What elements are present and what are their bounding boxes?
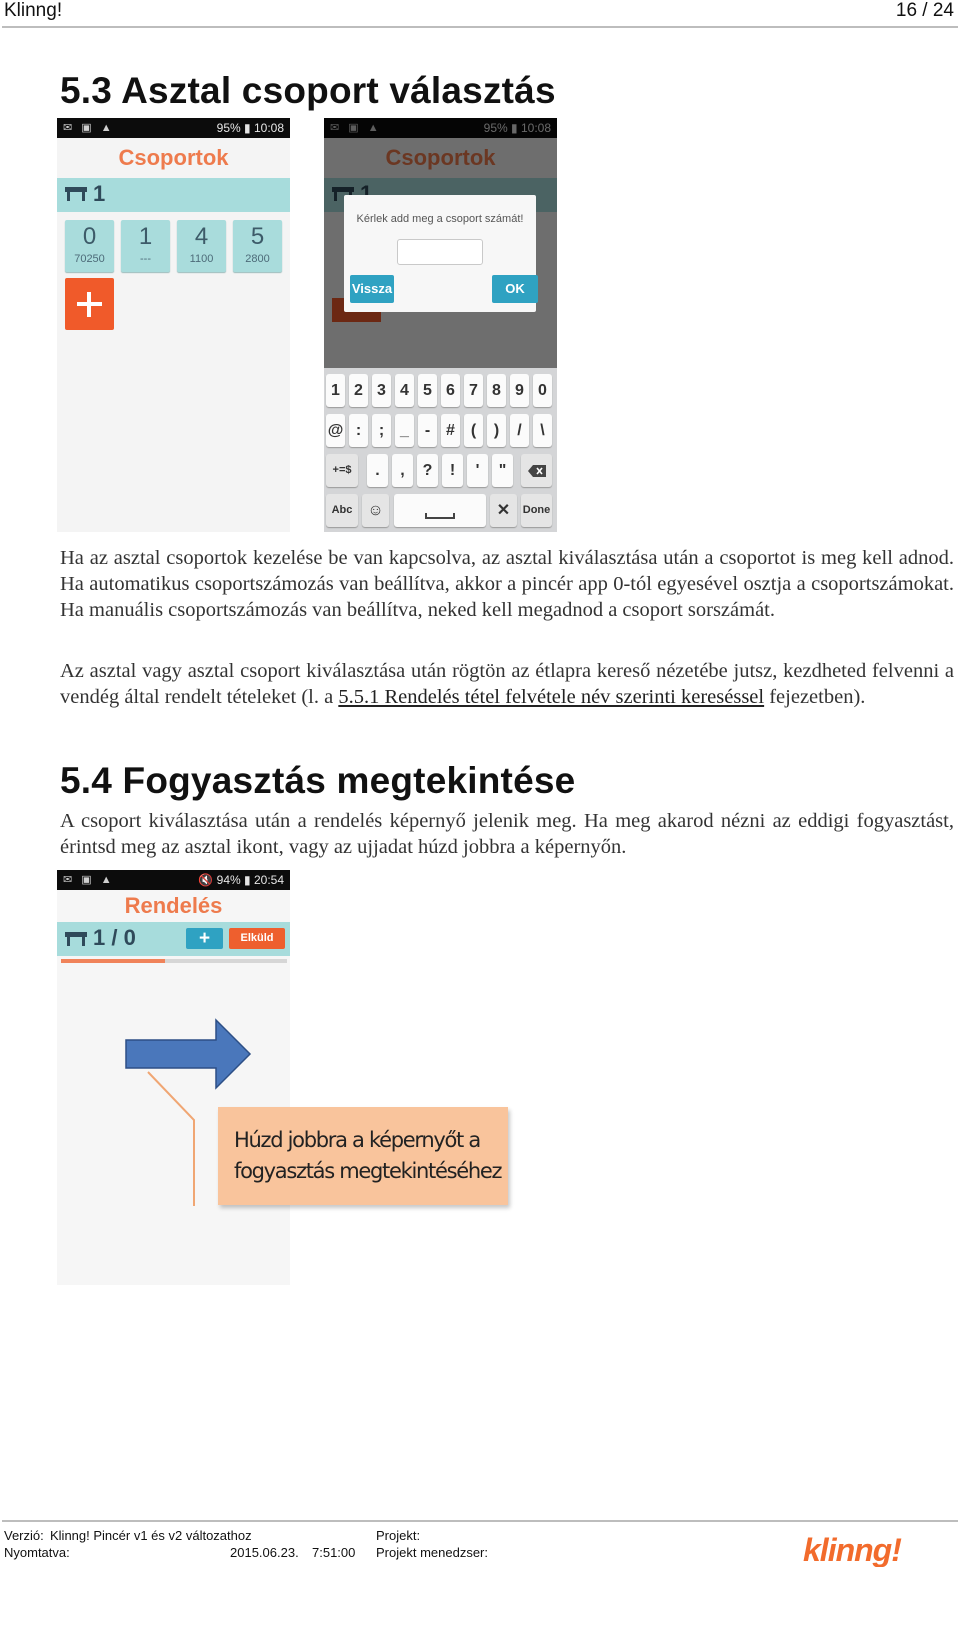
key[interactable]: # <box>441 414 460 447</box>
group-number-input[interactable] <box>397 239 483 265</box>
key[interactable]: ? <box>417 454 438 487</box>
table-icon[interactable] <box>65 932 87 946</box>
key[interactable]: @ <box>326 414 345 447</box>
section-heading-5-3: 5.3 Asztal csoport választás <box>60 70 556 111</box>
key[interactable]: \ <box>533 414 552 447</box>
settings-tools-icon[interactable]: ✕ <box>490 494 517 527</box>
paragraph-after-selection: Az asztal vagy asztal csoport kiválasztása után rögtön az étlapra kereső nézetébe jutsz, kezdheted felvenni a vendég által rendelt tételeket (l. a 5.5.1 Rendelés tétel felvétele név szerinti kereséssel fejezetben). <box>60 660 954 708</box>
table-icon <box>65 187 87 201</box>
key[interactable]: / <box>510 414 529 447</box>
key[interactable]: ; <box>372 414 391 447</box>
screenshot-groups <box>57 118 290 532</box>
group-button[interactable]: 5 2800 <box>233 220 282 272</box>
key[interactable]: : <box>349 414 368 447</box>
printed-label: Nyomtatva: <box>4 1545 70 1560</box>
table-bar[interactable] <box>57 178 290 212</box>
key[interactable]: 2 <box>349 374 368 407</box>
callout-text: Húzd jobbra a képernyőt a fogyasztás megtekintéséhez <box>234 1128 502 1183</box>
key[interactable]: 3 <box>372 374 391 407</box>
table-number: 1 <box>93 181 106 206</box>
app-title: Csoportok <box>118 145 229 170</box>
key[interactable]: 8 <box>487 374 506 407</box>
keyboard <box>324 368 557 532</box>
table-label: 1 / 0 <box>93 925 136 950</box>
klinng-logo <box>801 1531 905 1567</box>
paragraph-group-selection: Ha az asztal csoportok kezelése be van kapcsolva, az asztal kiválasztása után a csoportot is meg kell adnod. Ha automatikus csoportszámozás van beállítva, akkor a pincér app 0-tól egyesével osztja a csoportszámokat. Ha manuális csoportszámozás van beállítva, neked kell megadnod a csoport sorszámát. <box>60 547 954 621</box>
version-label: Verzió: <box>4 1528 44 1543</box>
status-right: 🔇 94% ▮ 20:54 <box>198 873 284 887</box>
page-counter: 16 / 24 <box>895 0 954 21</box>
symbols-key[interactable]: +=$ <box>326 454 358 487</box>
key[interactable]: 1 <box>326 374 345 407</box>
document-title: Klinng! <box>4 0 63 21</box>
project-label: Projekt: <box>376 1528 421 1543</box>
backspace-icon <box>528 465 546 477</box>
group-button[interactable]: 4 1100 <box>177 220 226 272</box>
emoji-icon[interactable]: ☺ <box>362 494 389 527</box>
header-rule <box>2 26 958 28</box>
key[interactable]: ( <box>464 414 483 447</box>
backspace-key[interactable] <box>521 454 552 487</box>
order-progress-bar <box>61 959 287 963</box>
version-value: Klinng! Pincér v1 és v2 változathoz <box>50 1528 252 1543</box>
group-button[interactable]: 1 --- <box>121 220 170 272</box>
callout-connector <box>148 1072 194 1206</box>
abc-key[interactable]: Abc <box>326 494 358 527</box>
key[interactable]: _ <box>395 414 414 447</box>
space-icon <box>425 512 455 520</box>
key[interactable]: 0 <box>533 374 552 407</box>
paragraph-consumption: A csoport kiválasztása után a rendelés képernyő jelenik meg. Ha meg akarod nézni az eddigi fogyasztást, érintsd meg az asztal ikont, vagy az ujjadat húzd jobbra a képernyőn. <box>60 810 954 858</box>
printed-time: 7:51:00 <box>312 1545 356 1560</box>
key[interactable]: . <box>367 454 388 487</box>
notification-icons: ✉ ▣ ▲ <box>63 122 115 134</box>
project-manager-label: Projekt menedzser: <box>376 1545 488 1560</box>
send-button[interactable]: Elküld <box>229 928 285 949</box>
group-number-dialog <box>344 195 536 312</box>
key[interactable]: ) <box>487 414 506 447</box>
group-button[interactable]: 0 70250 <box>65 220 114 272</box>
section-heading-5-4: 5.4 Fogyasztás megtekintése <box>60 760 576 801</box>
back-button[interactable]: Vissza <box>350 275 394 303</box>
progress-fill <box>61 959 165 963</box>
key[interactable]: 4 <box>395 374 414 407</box>
add-group-button[interactable] <box>65 278 114 330</box>
page-header <box>0 0 960 30</box>
app-title: Rendelés <box>124 893 223 918</box>
space-key[interactable] <box>394 494 486 527</box>
key[interactable]: 9 <box>510 374 529 407</box>
key[interactable]: ! <box>442 454 463 487</box>
swipe-callout <box>218 1107 508 1205</box>
screenshot-group-dialog <box>324 118 557 532</box>
key[interactable]: , <box>392 454 413 487</box>
arrow-shape <box>126 1020 250 1088</box>
add-item-button[interactable]: + <box>186 928 223 949</box>
key[interactable]: - <box>418 414 437 447</box>
key[interactable]: 6 <box>441 374 460 407</box>
notification-icons: ✉ ▣ ▲ <box>63 874 115 886</box>
ok-button[interactable]: OK <box>492 275 538 303</box>
key[interactable]: 5 <box>418 374 437 407</box>
key[interactable]: 7 <box>464 374 483 407</box>
svg-text:klinng!: klinng! <box>803 1532 901 1567</box>
status-bar <box>57 118 290 138</box>
dialog-message: Kérlek add meg a csoport számát! <box>356 213 524 225</box>
done-key[interactable]: Done <box>521 494 552 527</box>
footer-rule <box>2 1520 958 1522</box>
key[interactable]: " <box>492 454 513 487</box>
key[interactable]: ' <box>467 454 488 487</box>
printed-date: 2015.06.23. <box>230 1545 299 1560</box>
status-right: 95% ▮ 10:08 <box>216 121 284 135</box>
chapter-link[interactable]: 5.5.1 Rendelés tétel felvétele név szerinti kereséssel <box>338 686 765 708</box>
